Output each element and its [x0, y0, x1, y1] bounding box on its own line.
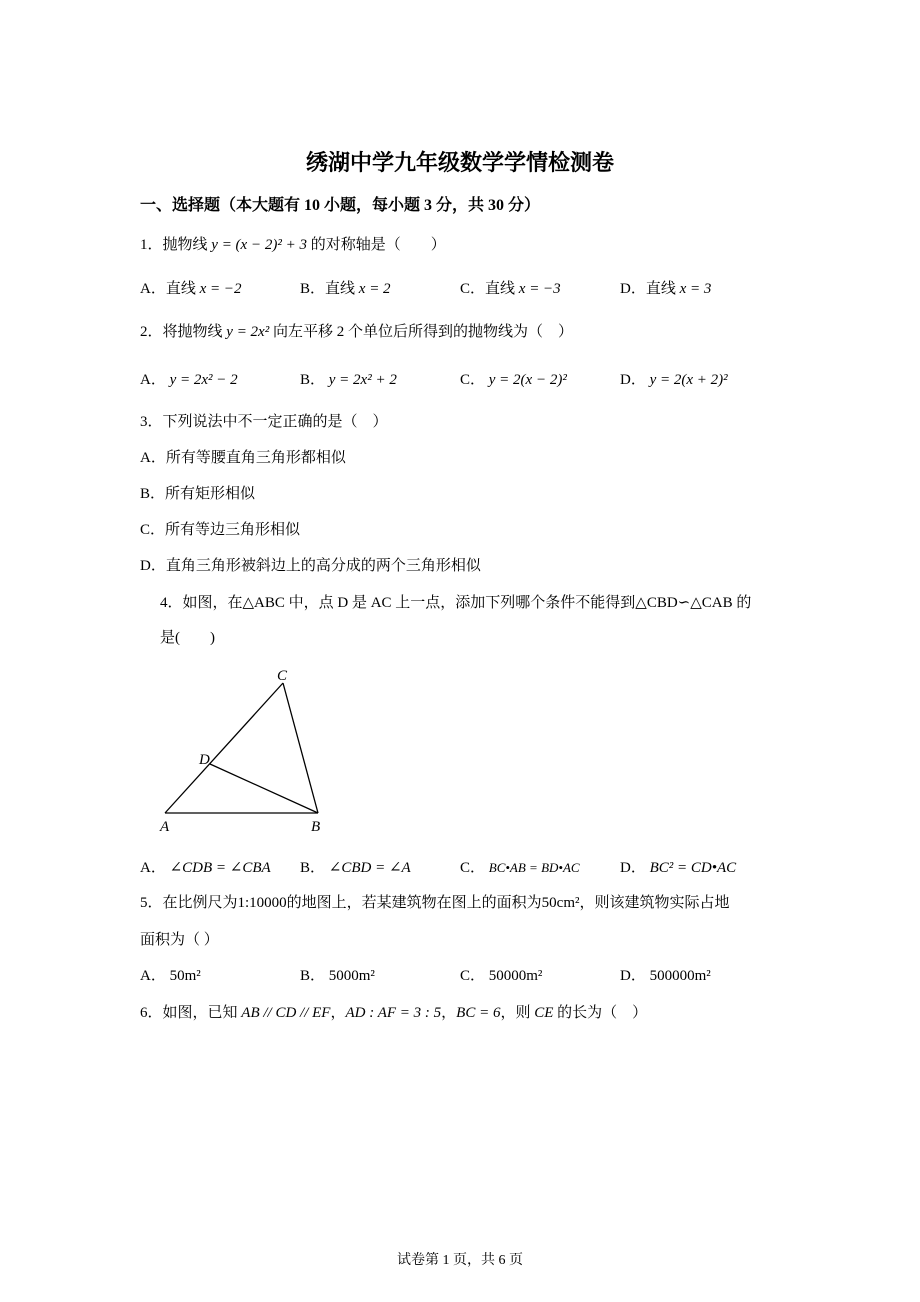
option-d[interactable]: D．直线 x = 3	[620, 281, 712, 297]
segment-bd	[210, 764, 318, 813]
question-text: 的对称轴是（ ）	[306, 237, 446, 253]
formula: y = (x − 2)² + 3	[211, 237, 307, 253]
section-heading: 一、选择题（本大题有 10 小题，每小题 3 分，共 30 分）	[140, 197, 541, 214]
question-5-line2: 面积为（ ）	[140, 932, 219, 948]
question-5-options	[140, 964, 840, 986]
option-d[interactable]: D．直角三角形被斜边上的高分成的两个三角形相似	[140, 558, 481, 574]
question-6: 6．如图，已知 AB // CD // EF，AD : AF = 3 : 5，BC = 6，则 CE 的长为（ ）	[140, 1005, 648, 1021]
option-c[interactable]: C．所有等边三角形相似	[140, 522, 301, 538]
question-text: 抛物线	[162, 237, 212, 253]
segment-ac	[165, 683, 283, 813]
label-c: C	[277, 668, 288, 684]
segment-bc	[283, 683, 318, 813]
label-d: D	[199, 752, 210, 768]
option-c[interactable]: C． y = 2(x − 2)²	[460, 372, 567, 388]
option-c[interactable]: C．直线 x = −3	[460, 281, 561, 297]
option-b[interactable]: B． ∠CBD = ∠A	[300, 860, 411, 876]
question-4-line2: 是( )	[160, 630, 215, 646]
option-b[interactable]: B．直线 x = 2	[300, 281, 391, 297]
option-c[interactable]: C． BC•AB = BD•AC	[460, 860, 580, 876]
question-5: 5．在比例尺为1:10000的地图上，若某建筑物在图上的面积为50cm²，则该建筑物实际占地	[140, 895, 730, 911]
formula: y = 2x²	[226, 324, 270, 340]
option-a[interactable]: A． y = 2x² − 2	[140, 372, 238, 388]
option-a[interactable]: A．所有等腰直角三角形都相似	[140, 450, 346, 466]
label-b: B	[311, 819, 321, 835]
option-b[interactable]: B． 5000m²	[300, 968, 375, 984]
page-footer: 试卷第 1 页，共 6 页	[397, 1253, 523, 1268]
option-a[interactable]: A．直线 x = −2	[140, 281, 242, 297]
label-a: A	[160, 819, 170, 835]
page-title: 绣湖中学九年级数学学情检测卷	[305, 150, 614, 175]
option-b[interactable]: B．所有矩形相似	[140, 486, 256, 502]
question-4-options	[140, 856, 840, 878]
option-d[interactable]: D． y = 2(x + 2)²	[620, 372, 728, 388]
question-3: 3．下列说法中不一定正确的是（ ）	[140, 414, 388, 430]
option-b[interactable]: B． y = 2x² + 2	[300, 372, 397, 388]
option-d[interactable]: D． 500000m²	[620, 968, 711, 984]
option-c[interactable]: C． 50000m²	[460, 968, 543, 984]
question-2: 2．将抛物线 y = 2x² 向左平移 2 个单位后所得到的抛物线为（ ）	[140, 324, 573, 340]
option-d[interactable]: D． BC² = CD•AC	[620, 860, 737, 876]
question-number: 1．	[140, 237, 163, 253]
option-a[interactable]: A． ∠CDB = ∠CBA	[140, 860, 271, 876]
option-a[interactable]: A． 50m²	[140, 968, 201, 984]
question-4: 4．如图，在△ABC 中，点 D 是 AC 上一点，添加下列哪个条件不能得到△CBD∽△CAB 的	[160, 595, 752, 611]
